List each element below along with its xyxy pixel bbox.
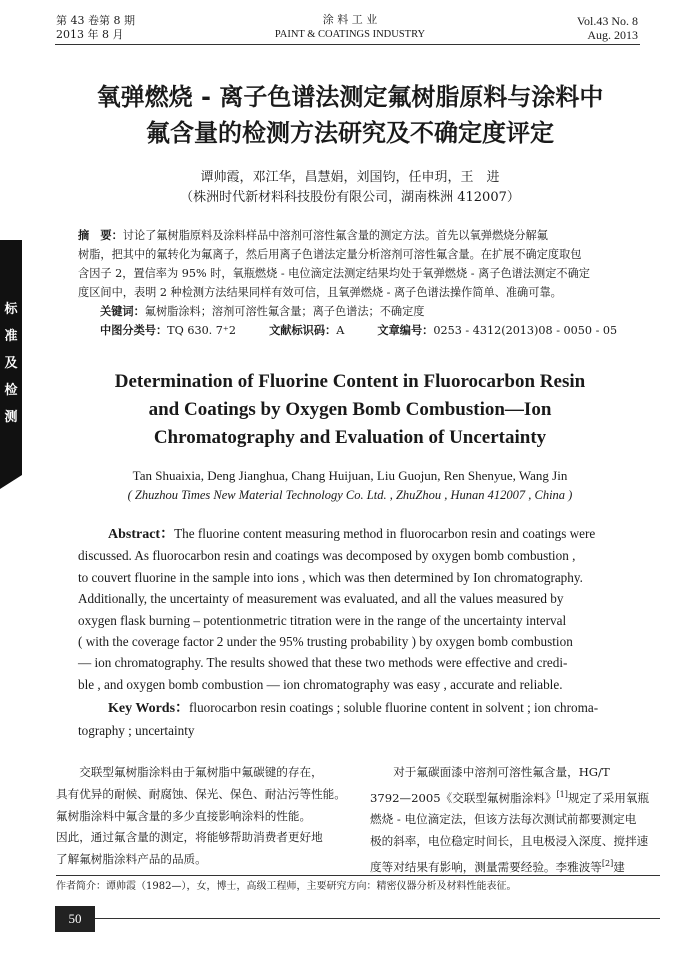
body-text: 规定了采用氧瓶 [567,790,650,805]
article-no-value: 0253 - 4312(2013)08 - 0050 - 05 [433,324,618,337]
abstract-en [78,523,638,741]
abstract-zh-text: 讨论了氟树脂原料及涂料样品中溶剂可溶性氟含量的测定方法。首先以氧弹燃烧分解氟 [122,229,548,242]
journal-name-zh: 涂 料 工 业 [322,13,378,26]
body-line: 极的斜率，电位稳定时间长，且电极浸入深度、搅拌速 [370,834,649,849]
body-text: 建 [613,859,625,874]
side-tab-char: 测 [4,410,18,425]
body-line: 具有优异的耐候、耐腐蚀、保光、保色、耐沾污等性能。 [56,786,346,801]
title-zh-line2: 氟含量的检测方法研究及不确定度评定 [146,119,554,147]
keywords-zh-label: 关键词： [100,305,145,318]
side-tab-char: 标 [4,302,18,317]
journal-date: 2013 年 8 月 [56,28,124,41]
side-tab-char: 及 [4,356,18,371]
affiliation-zh: （株洲时代新材料科技股份有限公司，湖南株洲 412007） [180,190,520,205]
header-rule [55,44,640,45]
body-text: 度等对结果有影响，测量需要经验。李雅波等 [370,859,602,874]
body-text: 3792—2005《交联型氟树脂涂料》 [370,790,557,805]
journal-volume-issue: 第 43 卷第 8 期 [56,14,135,27]
body-line: 氟树脂涂料中氟含量的多少直接影响涂料的性能。 [56,808,312,823]
doc-code-label: 文献标识码： [269,324,337,337]
abstract-zh-text: 含因子 2，置信率为 95% 时，氧瓶燃烧 - 电位滴定法测定结果均处于氧弹燃烧 - 离子色谱法测定不确定 [78,267,590,280]
abstract-en-text: ble , and oxygen bomb combustion — ion chromatography was easy , accurate and reliable. [78,676,563,692]
abstract-zh-label: 摘 要： [78,229,123,242]
page-bottom-rule [55,918,660,919]
section-side-tab-tip [0,475,22,489]
body-line [370,784,660,810]
abstract-en-text: — ion chromatography. The results showed that these two methods were effective and credi- [78,655,568,671]
reference-marker[interactable]: [2] [601,859,614,869]
title-en-line3: Chromatography and Evaluation of Uncertainty [153,427,547,448]
clc-value: TQ 630. 7⁺2 [167,324,236,337]
clc-label: 中图分类号： [100,324,168,337]
body-line: 因此，通过氟含量的测定，将能够帮助消费者更好地 [56,830,323,845]
authors-en: Tan Shuaixia, Deng Jianghua, Chang Huijuan, Liu Guojun, Ren Shenyue, Wang Jin [132,468,568,483]
abstract-en-text: ( with the coverage factor 2 under the 95% trusting probability ) by oxygen bomb combustion [78,634,573,650]
keywords-en-text: tography ; uncertainty [78,722,195,738]
abstract-en-text: to couvert fluorine in the sample into ions , which was then determined by Ion chromatography. [78,569,583,585]
article-no-label: 文章编号： [377,324,434,337]
abstract-en-text: oxygen flask burning – potentionmetric titration were in the range of the uncertainty interval [78,612,567,628]
abstract-en-label: Abstract： [108,527,175,542]
abstract-en-text: Additionally, the uncertainty of measurement was evaluated, and all the values measured by [78,591,564,607]
keywords-en-text: fluorocarbon resin coatings ; soluble fluorine content in solvent ; ion chroma- [189,700,599,716]
footnote-rule [56,875,660,876]
journal-name-en: PAINT & COATINGS INDUSTRY [274,29,426,40]
date-en: Aug. 2013 [587,28,638,42]
keywords-zh-text: 氟树脂涂料；溶剂可溶性氟含量；离子色谱法；不确定度 [144,305,425,318]
body-right-column [370,762,660,879]
side-tab-char: 检 [4,383,18,398]
reference-marker[interactable]: [1] [556,789,568,799]
title-zh-line1: 氧弹燃烧 - 离子色谱法测定氟树脂原料与涂料中 [96,83,604,111]
volume-number-en: Vol.43 No. 8 [576,14,638,28]
abstract-en-text: The fluorine content measuring method in fluorocarbon resin and coatings were [174,526,596,541]
abstract-zh-text: 树脂，把其中的氟转化为氟离子，然后用离子色谱法定量分析溶剂可溶性氟含量。在扩展不确定度取包 [78,248,582,261]
affiliation-en: ( Zhuzhou Times New Material Technology Co. Ltd. , ZhuZhou , Hunan 412007 , China ) [127,488,573,502]
body-line: 了解氟树脂涂料产品的品质。 [56,852,207,867]
abstract-en-text: discussed. As fluorocarbon resin and coatings was decomposed by oxygen bomb combustion , [78,548,576,564]
keywords-en-label: Key Words： [108,701,190,717]
classification-line [78,321,638,340]
side-tab-char: 准 [4,329,18,344]
authors-zh: 谭帅霞，邓江华，昌慧娟，刘国钧，任申玥，王 进 [200,170,500,185]
body-line: 交联型氟树脂涂料由于氟树脂中氟碳键的存在， [56,765,323,779]
page-number: 50 [68,911,82,926]
body-left-column [56,762,356,871]
abstract-zh-text: 度区间中，表明 2 种检测方法结果同样有效可信，且氧弹燃烧 - 离子色谱法操作简单、准确可靠。 [78,286,562,299]
body-line: 燃烧 - 电位滴定法，但该方法每次测试前都要测定电 [370,812,637,827]
author-footnote: 作者简介：谭帅霞（1982—），女，博士，高级工程师，主要研究方向：精密仪器分析及材料性能表征。 [56,881,517,892]
title-en-line2: and Coatings by Oxygen Bomb Combustion—Ion [148,399,552,420]
doc-code-value: A [336,324,345,337]
title-en-line1: Determination of Fluorine Content in Fluorocarbon Resin [114,371,586,392]
body-line: 对于氟碳面漆中溶剂可溶性氟含量，HG/T [370,765,610,779]
abstract-zh [78,226,638,340]
